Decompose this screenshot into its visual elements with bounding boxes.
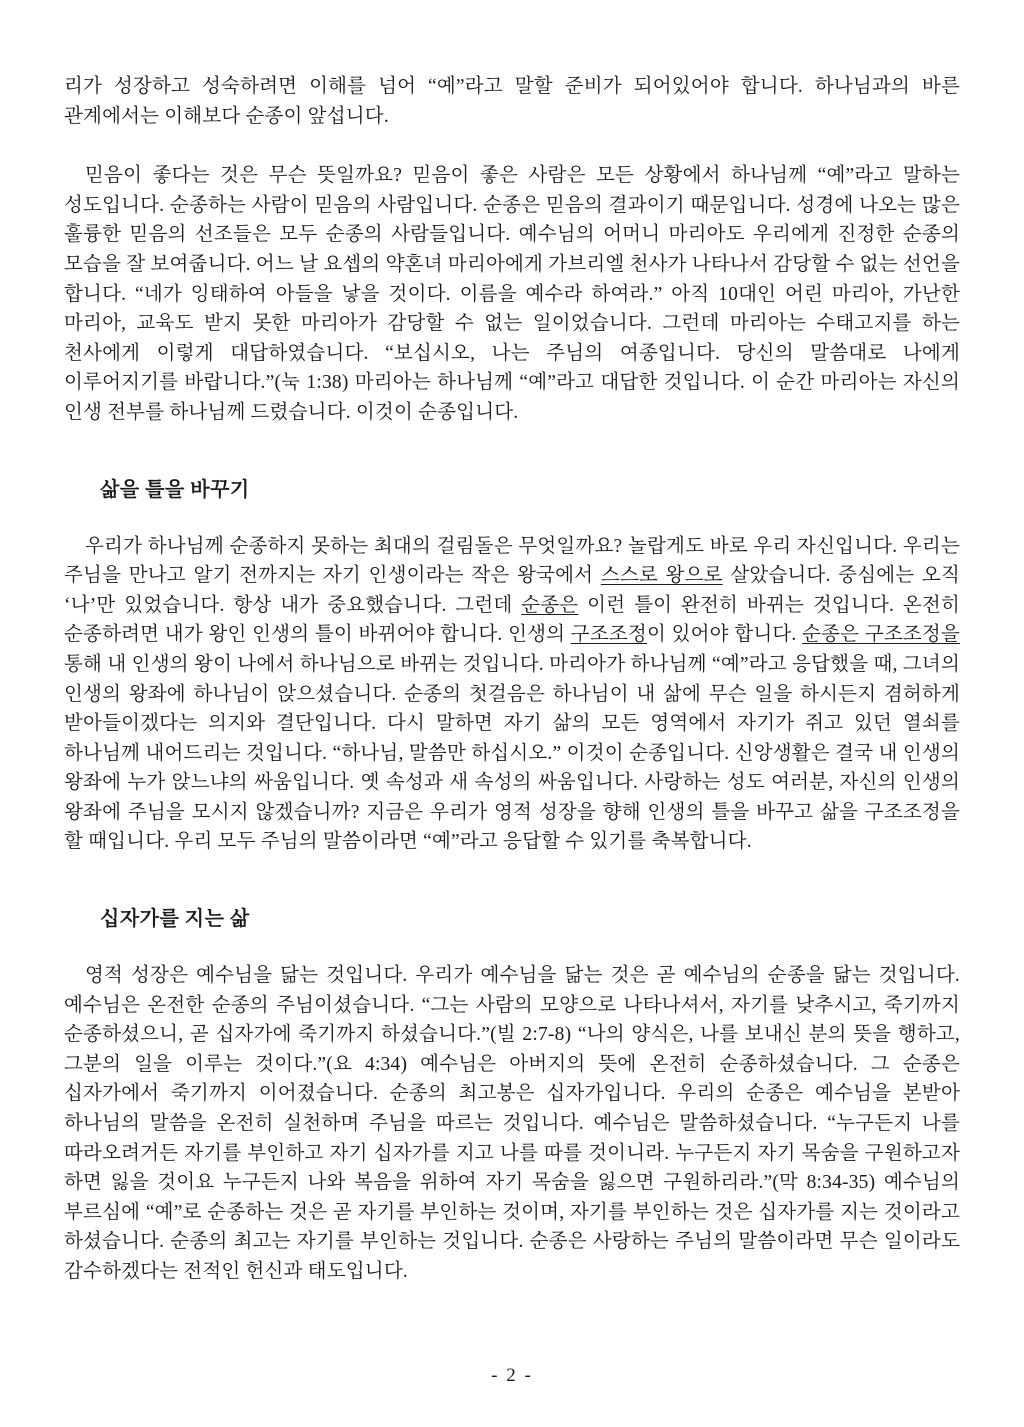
underlined-text: 순종은 구조조정을 bbox=[802, 624, 961, 646]
section-heading: 십자가를 지는 삶 bbox=[100, 908, 250, 931]
text-run: 리가 성장하고 성숙하려면 이해를 넘어 “예”라고 말할 준비가 되어있어야 합니다. 하나님과의 바른 관계에서는 이해보다 순종이 앞섭니다. bbox=[64, 76, 960, 127]
document-body bbox=[64, 0, 960, 1287]
text-run: 살았습니다. 중심에는 오직 ‘나’만 있었습니다. 항상 내가 중요했습니다. 그런데 bbox=[64, 565, 960, 616]
text-run: 이런 틀이 완전히 바뀌는 것입니다. 온전히 순종하려면 내가 왕인 인생의 틀이 바뀌어야 합니다. 인생의 bbox=[64, 594, 961, 646]
body-paragraph bbox=[64, 161, 960, 427]
body-paragraph bbox=[64, 961, 960, 1287]
text-run: 이 있어야 합니다. bbox=[646, 624, 803, 646]
underlined-text: 순종은 bbox=[521, 594, 579, 616]
body-paragraph bbox=[64, 72, 960, 131]
text-run: 믿음이 좋다는 것은 무슨 뜻일까요? 믿음이 좋은 사람은 모든 상황에서 하나님께 “예”라고 말하는 성도입니다. 순종하는 사람이 믿음의 사람입니다. 순종은 믿음의 결과이기 때문입니다. 성경에 나오는 많은 훌륭한 믿음의 선조들은 모두 순종의 사람들입니다. 예수님의 어머니 마리아도 우리에게 진정한 순종의 모습을 잘 보여줍니다. 어느 날 요셉의 약혼녀 마리아에게 가브리엘 천사가 나타나서 감당할 수 없는 선언을 합니다. “네가 잉태하여 아들을 낳을 것이다. 이름을 예수라 하여라.” 아직 10대인 어린 마리아, 가난한 마리아, 교육도 받지 못한 마리아가 감당할 수 없는 일이었습니다. 그런데 마리아는 수태고지를 하는 천사에게 이렇게 대답하였습니다. “보십시오, 나는 주님의 여종입니다. 당신의 말씀대로 나에게 이루어지기를 바랍니다.”(눅 1:38) 마리아는 하나님께 “예”라고 대답한 것입니다. 이 순간 마리아는 자신의 인생 전부를 하나님께 드렸습니다. 이것이 순종입니다. bbox=[64, 165, 960, 423]
underlined-text: 구조조정 bbox=[570, 624, 647, 646]
text-run: 우리가 하나님께 순종하지 못하는 최대의 걸림돌은 무엇일까요? 놀랍게도 바로 우리 자신입니다. 우리는 주님을 만나고 알기 전까지는 자기 인생이라는 작은 왕국에서 bbox=[64, 535, 960, 587]
underlined-text: 스스로 왕으로 bbox=[600, 565, 723, 587]
body-paragraph bbox=[64, 532, 960, 858]
text-run: 영적 성장은 예수님을 닮는 것입니다. 우리가 예수님을 닮는 것은 곧 예수님의 순종을 닮는 것입니다. 예수님은 온전한 순종의 주님이셨습니다. “그는 사람의 모양으로 나타나셔서, 자기를 낮추시고, 죽기까지 순종하셨으니, 곧 십자가에 죽기까지 하셨습니다.”(빌 2:7-8) “나의 양식은, 나를 보내신 분의 뜻을 행하고, 그분의 일을 이루는 것이다.”(요 4:34) 예수님은 아버지의 뜻에 온전히 순종하셨습니다. 그 순종은 십자가에서 죽기까지 이어졌습니다. 순종의 최고봉은 십자가입니다. 우리의 순종은 예수님을 본받아 하나님의 말씀을 온전히 실천하며 주님을 따르는 것입니다. 예수님은 말씀하셨습니다. “누구든지 나를 따라오려거든 자기를 부인하고 자기 십자가를 지고 나를 따를 것이니라. 누구든지 자기 목숨을 구원하고자 하면 잃을 것이요 누구든지 나와 복음을 위하여 자기 목숨을 잃으면 구원하리라.”(막 8:34-35) 예수님의 부르심에 “예”로 순종하는 것은 곧 자기를 부인하는 것이며, 자기를 부인하는 것은 십자가를 지는 것이라고 하셨습니다. 순종의 최고는 자기를 부인하는 것입니다. 순종은 사랑하는 주님의 말씀이라면 무슨 일이라도 감수하겠다는 전적인 헌신과 태도입니다. bbox=[64, 965, 960, 1282]
section-heading: 삶을 틀을 바꾸기 bbox=[100, 478, 250, 501]
text-run: 통해 내 인생의 왕이 나에서 하나님으로 바뀌는 것입니다. 마리아가 하나님께 “예”라고 응답했을 때, 그녀의 인생의 왕좌에 하나님이 앉으셨습니다. 순종의 첫걸음은 하나님이 내 삶에 무슨 일을 하시든지 겸허하게 받아들이겠다는 의지와 결단입니다. 다시 말하면 자기 삶의 모든 영역에서 자기가 쥐고 있던 열쇠를 하나님께 내어드리는 것입니다. “하나님, 말씀만 하십시오.” 이것이 순종입니다. 신앙생활은 결국 내 인생의 왕좌에 누가 앉느냐의 싸움입니다. 옛 속성과 새 속성의 싸움입니다. 사랑하는 성도 여러분, 자신의 인생의 왕좌에 주님을 모시지 않겠습니까? 지금은 우리가 영적 성장을 향해 인생의 틀을 바꾸고 삶을 구조조정을 할 때입니다. 우리 모두 주님의 말씀이라면 “예”라고 응답할 수 있기를 축복합니다. bbox=[64, 653, 960, 853]
page-number: - 2 - bbox=[491, 1365, 533, 1386]
